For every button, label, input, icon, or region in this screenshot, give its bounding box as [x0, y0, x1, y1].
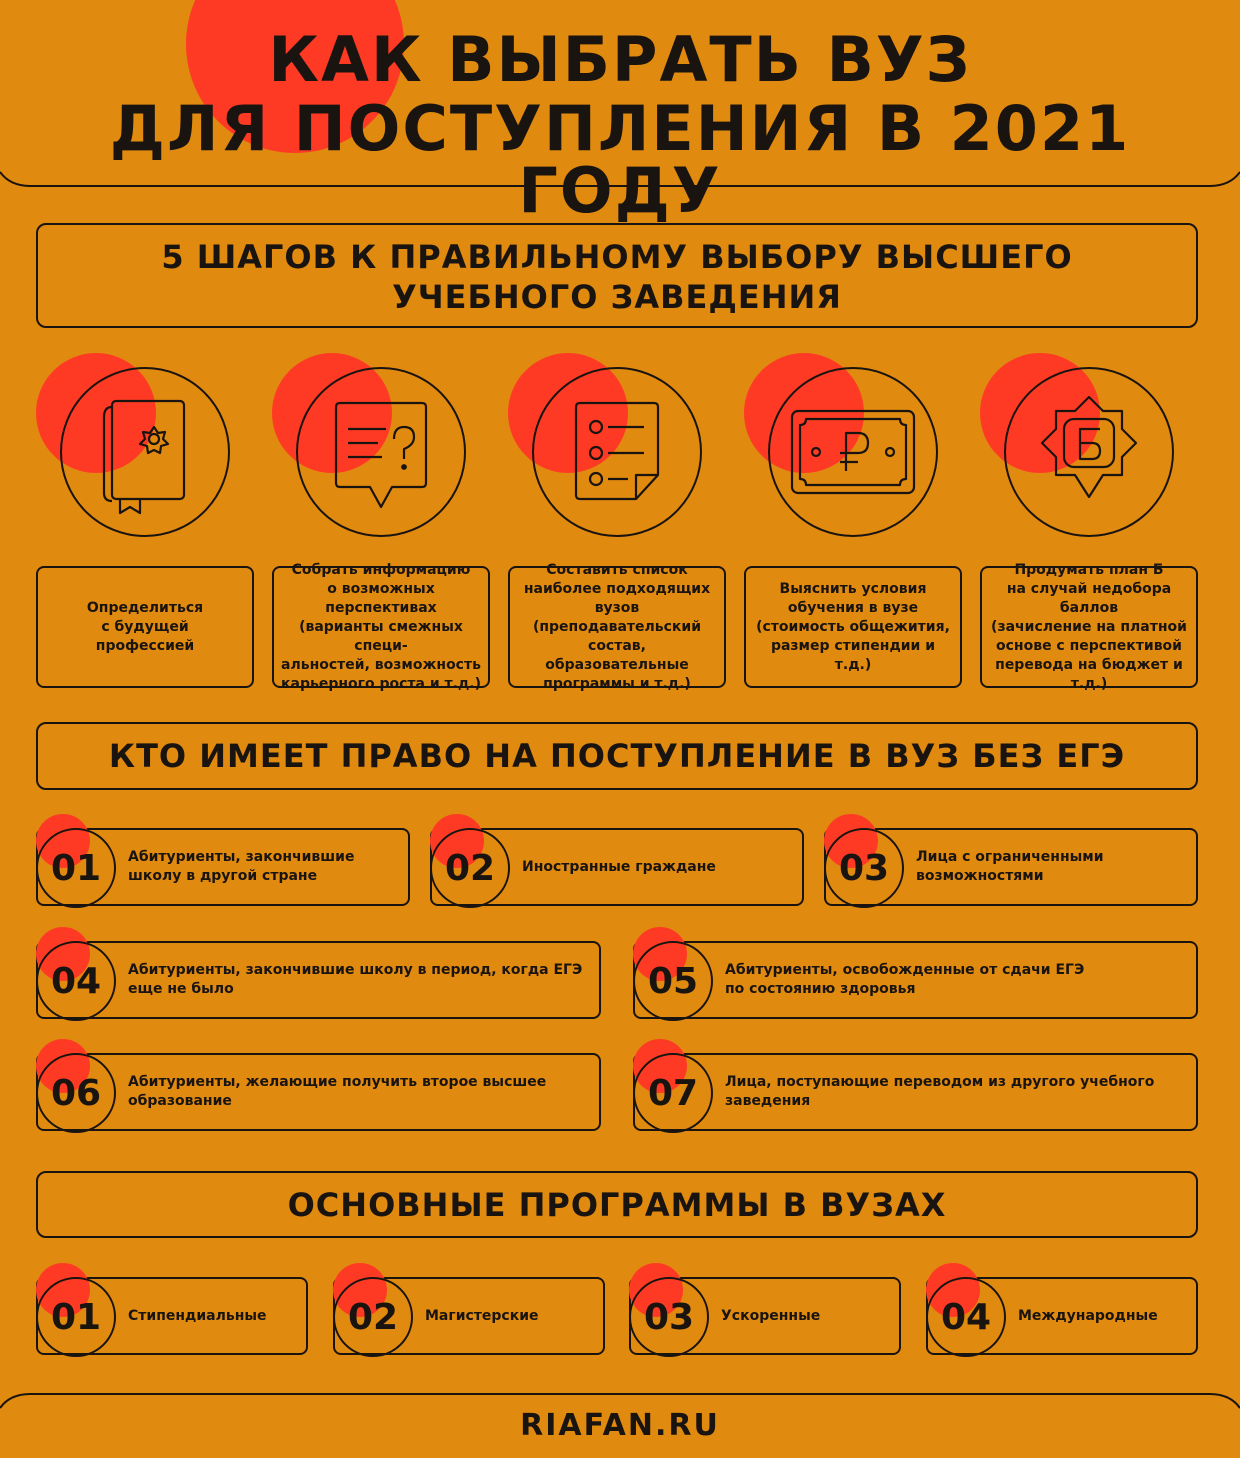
noexam-item-06-number: 06: [36, 1053, 116, 1133]
program-item-01: [36, 1277, 308, 1355]
noexam-item-01: [36, 828, 410, 906]
page-title-line2: ДЛЯ ПОСТУПЛЕНИЯ В 2021 ГОДУ: [109, 92, 1131, 227]
noexam-item-01-text: Абитуриенты, закончившие школу в другой стране: [128, 849, 355, 884]
noexam-item-07: [633, 1053, 1198, 1131]
noexam-item-05-number: 05: [633, 941, 713, 1021]
program-item-03-number: 03: [629, 1277, 709, 1357]
book-icon: [60, 367, 230, 537]
page-title-line1: КАК ВЫБРАТЬ ВУЗ: [268, 23, 972, 96]
noexam-item-03: [824, 828, 1198, 906]
noexam-item-02: [430, 828, 804, 906]
step-5-box: Продумать план Б на случай недобора баллов (зачисление на платной основе с перспективой перевода на бюджет и т.д.): [980, 566, 1198, 688]
checklist-icon: [532, 367, 702, 537]
noexam-item-04: [36, 941, 601, 1019]
noexam-item-04-text: Абитуриенты, закончившие школу в период, когда ЕГЭ еще не было: [128, 962, 583, 997]
speech-bubble-question-icon: [296, 367, 466, 537]
noexam-item-07-text: Лица, поступающие переводом из другого учебного заведения: [725, 1074, 1155, 1109]
steps-section-title: 5 ШАГОВ К ПРАВИЛЬНОМУ ВЫБОРУ ВЫСШЕГО УЧЕБНОГО ЗАВЕДЕНИЯ: [161, 238, 1073, 316]
program-item-01-number: 01: [36, 1277, 116, 1357]
ruble-banknote-icon: [768, 367, 938, 537]
header-divider: [0, 150, 1240, 190]
noexam-item-01-number: 01: [36, 828, 116, 908]
step-2-box: Собрать информацию о возможных перспективах (варианты смежных специ- альностей, возможность карьерного роста и т.д.): [272, 566, 490, 688]
step-4-box: Выяснить условия обучения в вузе (стоимость общежития, размер стипендии и т.д.): [744, 566, 962, 688]
program-item-03: [629, 1277, 901, 1355]
programs-section-title: ОСНОВНЫЕ ПРОГРАММЫ В ВУЗАХ: [287, 1186, 947, 1224]
program-item-04-number: 04: [926, 1277, 1006, 1357]
noexam-item-03-text: Лица с ограниченными возможностями: [916, 849, 1104, 884]
program-item-02: [333, 1277, 605, 1355]
noexam-item-05: [633, 941, 1198, 1019]
noexam-item-07-number: 07: [633, 1053, 713, 1133]
noexam-item-02-number: 02: [430, 828, 510, 908]
program-item-04: [926, 1277, 1198, 1355]
program-item-02-number: 02: [333, 1277, 413, 1357]
program-item-03-text: Ускоренные: [721, 1307, 821, 1324]
noexam-item-03-number: 03: [824, 828, 904, 908]
step-3-box: Составить список наиболее подходящих вузов (преподавательский состав, образовательные программы и т.д.): [508, 566, 726, 688]
step-1-box: Определиться с будущей профессией: [36, 566, 254, 688]
noexam-item-06: [36, 1053, 601, 1131]
noexam-item-05-text: Абитуриенты, освобожденные от сдачи ЕГЭ по состоянию здоровья: [725, 962, 1085, 997]
noexam-item-02-text: Иностранные граждане: [522, 858, 716, 875]
footer-site-link[interactable]: RIAFAN.RU: [520, 1408, 720, 1443]
program-item-01-text: Стипендиальные: [128, 1307, 267, 1324]
noexam-item-06-text: Абитуриенты, желающие получить второе высшее образование: [128, 1074, 547, 1109]
noexam-section-title: КТО ИМЕЕТ ПРАВО НА ПОСТУПЛЕНИЕ В ВУЗ БЕЗ ЕГЭ: [108, 737, 1126, 775]
program-item-04-text: Международные: [1018, 1307, 1158, 1324]
program-item-02-text: Магистерские: [425, 1307, 539, 1324]
badge-b-icon: [1004, 367, 1174, 537]
noexam-item-04-number: 04: [36, 941, 116, 1021]
